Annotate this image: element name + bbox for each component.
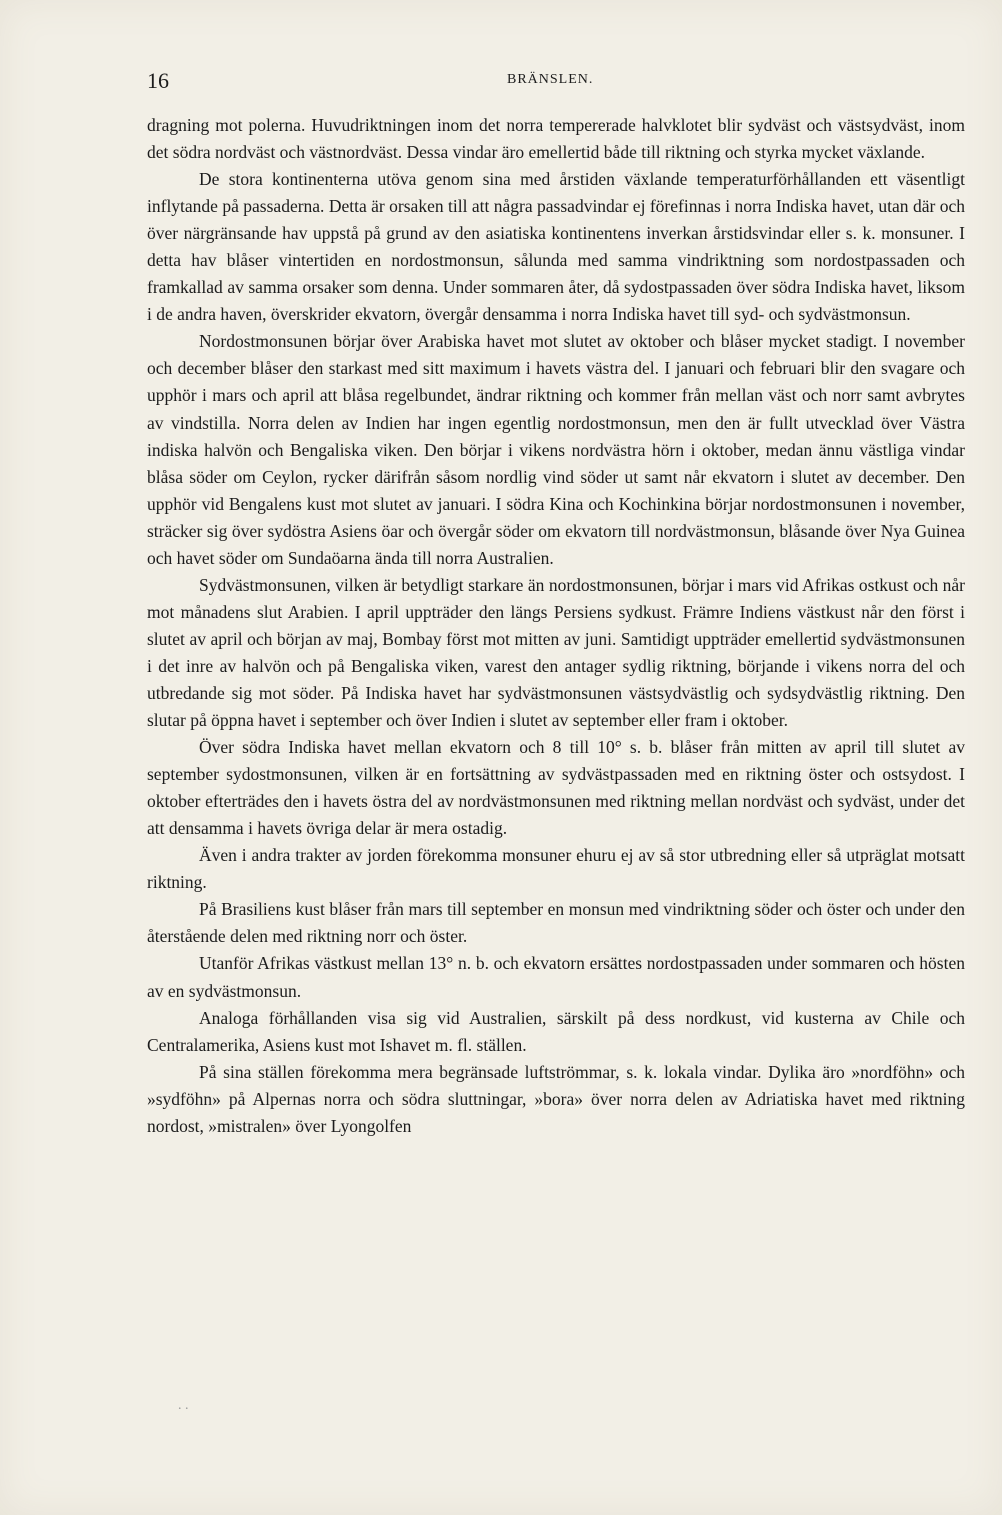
paragraph: Sydvästmonsunen, vilken är betydligt starkare än nordostmonsunen, börjar i mars vid Afrikas ostkust och når mot månadens slut Arabien. I april uppträder den längs Persiens sydkust. Främre Indiens västkust når den först i slutet av april och början av maj, Bombay först mot mitten av juni. Samtidigt uppträder emellertid sydvästmonsunen i det inre av halvön och på Bengaliska viken, varest den antager sydlig riktning, börjande i vikens norra del och utbredande sig mot söder. På Indiska havet har sydvästmonsunen västsydvästlig och sydsydvästlig riktning. Den slutar på öppna havet i september och över Indien i slutet av september eller fram i oktober. [147,574,965,731]
body-text [147,112,965,1140]
paragraph: Utanför Afrikas västkust mellan 13° n. b. och ekvatorn ersättes nordostpassaden under sommaren och hösten av en sydvästmonsun. [147,953,965,1001]
paragraph: Analoga förhållanden visa sig vid Australien, särskilt på dess nordkust, vid kusterna av Chile och Centralamerika, Asiens kust mot Ishavet m. fl. ställen. [147,1007,965,1055]
paragraph: Över södra Indiska havet mellan ekvatorn och 8 till 10° s. b. blåser från mitten av april till slutet av september sydostmonsunen, vilken är en fortsättning av sydvästpassaden med en riktning öster och ostsydost. I oktober efterträdes den i havets östra del av nordvästmonsunen med riktning mellan nordväst och sydväst, under det att densamma i havets övriga delar är mera ostadig. [147,737,965,839]
paragraph: Även i andra trakter av jorden förekomma monsuner ehuru ej av så stor utbredning eller så utpräglat motsatt riktning. [147,845,965,893]
page-number: 16 [147,68,169,93]
running-head: BRÄNSLEN. [507,72,594,87]
stray-mark: . . [178,1398,189,1413]
paragraph: Nordostmonsunen börjar över Arabiska havet mot slutet av oktober och blåser mycket stadigt. I november och december blåser den starkast med sitt maximum i havets västra del. I januari och februari blir den svagare och upphör i mars och april att blåsa regelbundet, ändrar riktning och kommer från mellan väst och norr samt avbrytes av vindstilla. Norra delen av Indien har ingen egentlig nordostmonsun, men den är fullt utvecklad över Västra indiska halvön och Bengaliska viken. Den börjar i vikens nordvästra hörn i oktober, medan ännu västliga vindar blåsa söder om Ceylon, rycker därifrån såsom nordlig vind söder ut samt når ekvatorn i slutet av december. Den upphör vid Bengalens kust mot slutet av januari. I södra Kina och Kochinkina börjar nordostmonsunen i november, sträcker sig över sydöstra Asiens öar och övergår söder om ekvatorn till nordvästmonsun, blåsande över Nya Guinea och havet söder om Sundaöarna ända till norra Australien. [147,331,965,568]
paragraph: På Brasiliens kust blåser från mars till september en monsun med vindriktning söder och öster och under den återstående delen med riktning norr och öster. [147,899,965,947]
paragraph: dragning mot polerna. Huvudriktningen inom det norra tempererade halvklotet blir sydväst och västsydväst, inom det södra nordväst och västnordväst. Dessa vindar äro emellertid både till riktning och styrka mycket växlande. [147,115,965,163]
page-header [147,68,965,98]
paragraph: På sina ställen förekomma mera begränsade luftströmmar, s. k. lokala vindar. Dylika äro »nordföhn» och »sydföhn» på Alpernas norra och södra sluttningar, »bora» över norra delen av Adriatiska havet med riktning nordost, »mistralen» över Lyongolfen [147,1061,965,1136]
paragraph: De stora kontinenterna utöva genom sina med årstiden växlande temperaturförhållanden ett väsentligt inflytande på passaderna. Detta är orsaken till att några passadvindar ej förefinnas i norra Indiska havet, utan där och över närgränsande hav uppstå på grund av den asiatiska kontinentens inverkan årstidsvindar eller s. k. monsuner. I detta hav blåser vintertiden en nordostmonsun, sålunda med samma vindriktning som nordostpassaden och framkallad av samma orsaker som denna. Under sommaren åter, då sydostpassaden över södra Indiska havet, liksom i de andra haven, överskrider ekvatorn, övergår densamma i norra Indiska havet till syd- och sydvästmonsun. [147,169,965,325]
